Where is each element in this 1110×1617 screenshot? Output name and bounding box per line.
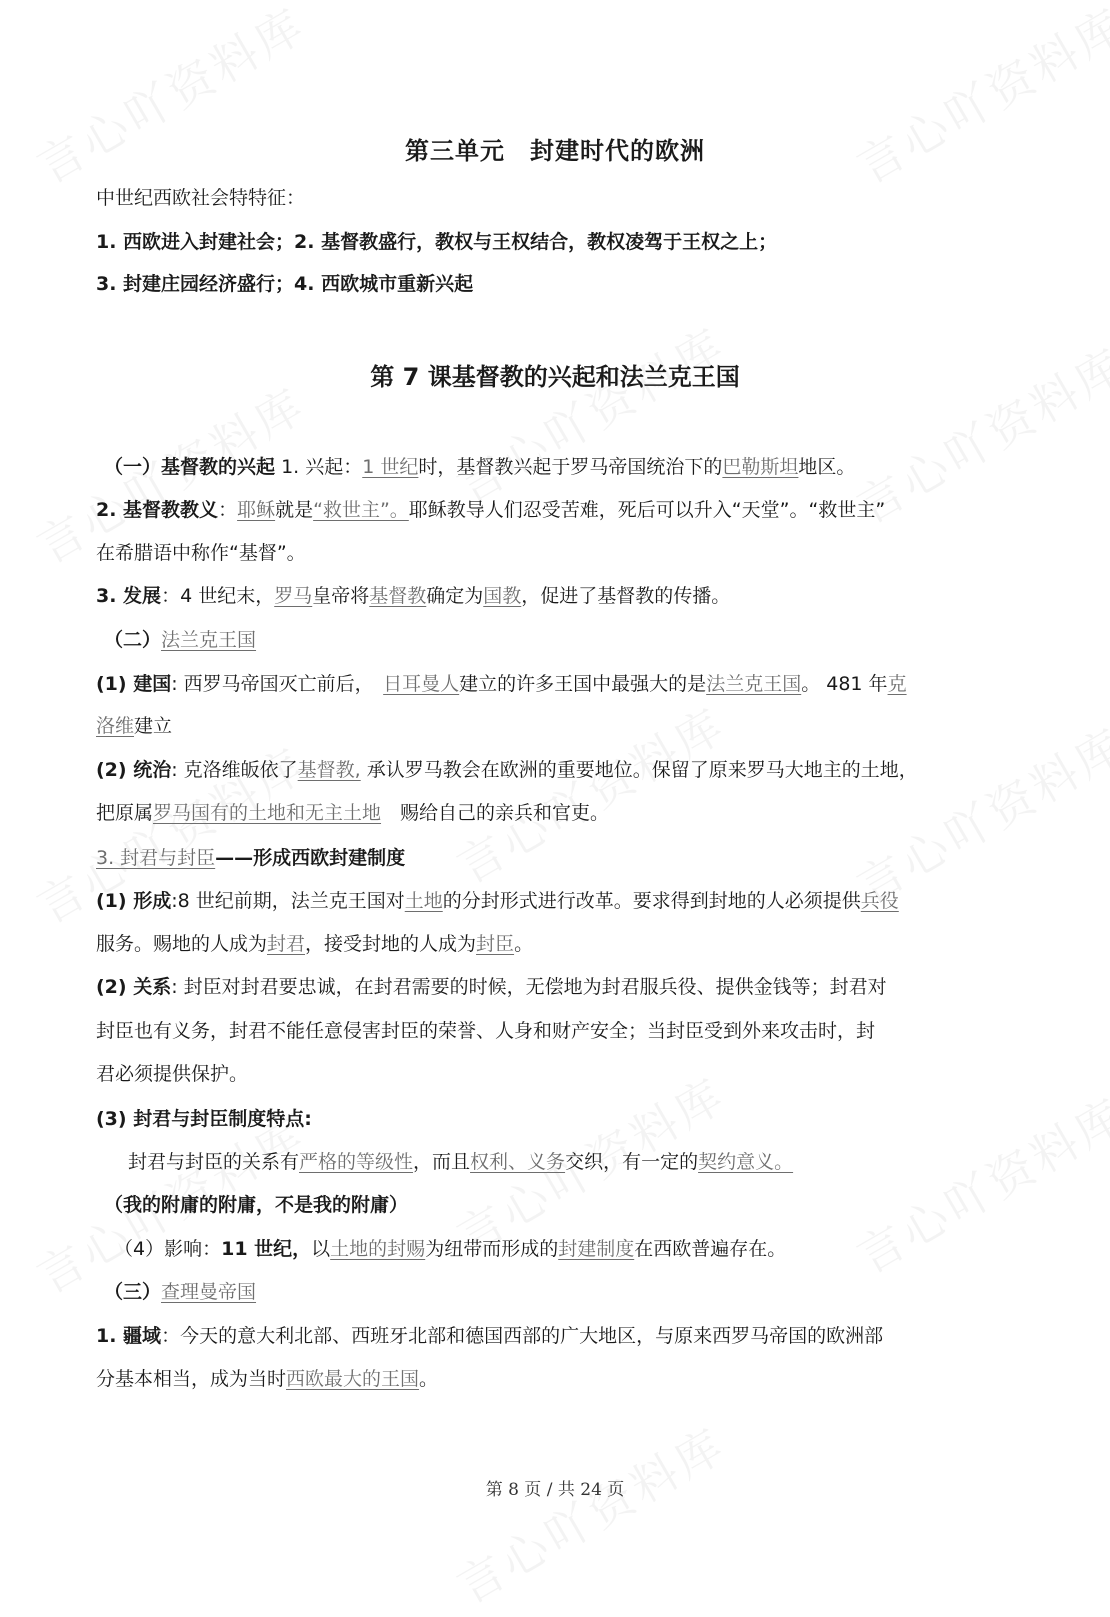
underlined-term: 查理曼帝国 bbox=[161, 1281, 257, 1303]
section-charlemagne-empire bbox=[104, 1277, 1014, 1307]
section-frankish-kingdom bbox=[104, 625, 1014, 655]
text: ： bbox=[218, 499, 238, 521]
rule bbox=[96, 755, 1014, 785]
text: 分基本相当，成为当时 bbox=[96, 1368, 287, 1390]
text: 服务。赐地的人成为 bbox=[96, 933, 268, 955]
underlined-term: 严格的等级性 bbox=[299, 1151, 414, 1173]
text: 。 481 年 bbox=[801, 673, 888, 695]
features-line-1: 1. 西欧进入封建社会；2. 基督教盛行，教权与王权结合，教权凌驾于王权之上； bbox=[96, 231, 778, 253]
territory bbox=[96, 1321, 1014, 1351]
underlined-term: 权利、义务 bbox=[470, 1151, 566, 1173]
features-heading: 中世纪西欧社会特特征： bbox=[96, 187, 306, 209]
text: 耶稣教导人们忍受苦难，死后可以升入“天堂”。“救世主” bbox=[408, 499, 886, 521]
influence bbox=[114, 1234, 1014, 1264]
underlined-term: 国教 bbox=[483, 585, 522, 607]
underlined-term: 契约意义。 bbox=[698, 1151, 794, 1173]
vassal-note: （我的附庸的附庸，不是我的附庸） bbox=[104, 1194, 409, 1216]
section-label: （一）基督教的兴起 bbox=[104, 456, 276, 478]
text: 承认罗马教会在欧洲的重要地位。保留了原来罗马大地主的土地， bbox=[360, 759, 918, 781]
underlined-term: 土地 bbox=[404, 890, 443, 912]
text: 建立的许多王国中最强大的是 bbox=[459, 673, 707, 695]
text: 11 世纪， bbox=[221, 1238, 312, 1260]
underlined-term: 日耳曼人 bbox=[383, 673, 460, 695]
text: ：4 世纪末， bbox=[161, 585, 275, 607]
text: 时，基督教兴起于罗马帝国统治下的 bbox=[418, 456, 723, 478]
lords-and-vassals-heading bbox=[96, 843, 1014, 873]
item-label: (2) 统治 bbox=[96, 759, 172, 781]
text: 。 bbox=[419, 1368, 439, 1390]
item-label: 2. 基督教教义 bbox=[96, 499, 219, 521]
item-label: (1) 形成 bbox=[96, 890, 172, 912]
text: 皇帝将 bbox=[312, 585, 370, 607]
section-label: （二） bbox=[104, 629, 162, 651]
underlined-term: 基督教 bbox=[369, 585, 427, 607]
text: : 西罗马帝国灭亡前后， bbox=[171, 673, 384, 695]
text: ——形成西欧封建制度 bbox=[215, 847, 406, 869]
item-label: (1) 建国 bbox=[96, 673, 172, 695]
formation bbox=[96, 886, 1014, 916]
rule-line-2 bbox=[96, 798, 1014, 828]
underlined-term: 克 bbox=[887, 673, 907, 695]
text: 赐给自己的亲兵和官吏。 bbox=[381, 802, 610, 824]
relationship-line-2: 封臣也有义务，封君不能任意侵害封臣的荣誉、人身和财产安全；当封臣受到外来攻击时，封 bbox=[96, 1020, 876, 1042]
underlined-term: 西欧最大的王国 bbox=[286, 1368, 420, 1390]
underlined-term: 兵役 bbox=[860, 890, 899, 912]
item-label: 3. 发展 bbox=[96, 585, 162, 607]
underlined-term: 洛维 bbox=[96, 715, 135, 737]
underlined-term: 1 世纪 bbox=[362, 456, 419, 478]
text: ，促进了基督教的传播。 bbox=[521, 585, 731, 607]
features-heading-vassal: (3) 封君与封臣制度特点: bbox=[96, 1108, 312, 1130]
text: :8 世纪前期，法兰克王国对 bbox=[171, 890, 405, 912]
text: ：今天的意大利北部、西班牙北部和德国西部的广大地区，与原来西罗马帝国的欧洲部 bbox=[161, 1325, 884, 1347]
text: 封君与封臣的关系有 bbox=[128, 1151, 300, 1173]
text: 以 bbox=[311, 1238, 331, 1260]
underlined-term: 法兰克王国 bbox=[161, 629, 257, 651]
christianity-development bbox=[96, 581, 1014, 611]
christian-doctrine bbox=[96, 495, 1014, 525]
underlined-term: 3. 封君与封臣 bbox=[96, 847, 216, 869]
underlined-term: 罗马 bbox=[274, 585, 313, 607]
relationship-line-3: 君必须提供保护。 bbox=[96, 1063, 249, 1085]
rise-of-christianity bbox=[104, 452, 1014, 482]
text: ，而且 bbox=[413, 1151, 471, 1173]
text: 交织，有一定的 bbox=[565, 1151, 699, 1173]
item-label: (2) 关系 bbox=[96, 976, 172, 998]
text: 的分封形式进行改革。要求得到封地的人必须提供 bbox=[442, 890, 861, 912]
text: 1. 兴起： bbox=[281, 456, 363, 478]
territory-line-2 bbox=[96, 1364, 1014, 1394]
text: ，接受封地的人成为 bbox=[305, 933, 477, 955]
unit-title: 第三单元 封建时代的欧洲 bbox=[405, 137, 705, 165]
text: （4）影响： bbox=[114, 1238, 222, 1260]
underlined-term: 土地的封赐 bbox=[330, 1238, 426, 1260]
vassal-features bbox=[128, 1147, 1014, 1177]
section-label: （三） bbox=[104, 1281, 162, 1303]
text: 。 bbox=[514, 933, 534, 955]
text: 建立 bbox=[134, 715, 173, 737]
text: 就是 bbox=[275, 499, 314, 521]
text: 把原属 bbox=[96, 802, 154, 824]
formation-line-2 bbox=[96, 929, 1014, 959]
founding-line-2 bbox=[96, 711, 1014, 741]
founding bbox=[96, 669, 1014, 699]
item-label: 1. 疆域 bbox=[96, 1325, 162, 1347]
underlined-term: 基督教, bbox=[297, 759, 361, 781]
text: : 克洛维皈依了 bbox=[171, 759, 298, 781]
text: 地区。 bbox=[798, 456, 856, 478]
underlined-term: 罗马国有的土地和无主土地 bbox=[153, 802, 382, 824]
underlined-term: “救世主”。 bbox=[313, 499, 409, 521]
underlined-term: 封建制度 bbox=[558, 1238, 635, 1260]
text: 确定为 bbox=[426, 585, 484, 607]
text: : 封臣对封君要忠诚，在封君需要的时候，无偿地为封君服兵役、提供金钱等；封君对 bbox=[171, 976, 887, 998]
features-line-2: 3. 封建庄园经济盛行；4. 西欧城市重新兴起 bbox=[96, 273, 474, 295]
underlined-term: 封君 bbox=[267, 933, 306, 955]
underlined-term: 封臣 bbox=[476, 933, 515, 955]
relationship bbox=[96, 972, 1014, 1002]
text: 在西欧普遍存在。 bbox=[634, 1238, 787, 1260]
page-number: 第 8 页 / 共 24 页 bbox=[485, 1480, 625, 1500]
underlined-term: 巴勒斯坦 bbox=[722, 456, 799, 478]
text: 为纽带而形成的 bbox=[425, 1238, 559, 1260]
christian-doctrine-line-2: 在希腊语中称作“基督”。 bbox=[96, 542, 306, 564]
lesson-title: 第 7 课基督教的兴起和法兰克王国 bbox=[370, 363, 740, 391]
underlined-term: 耶稣 bbox=[237, 499, 276, 521]
underlined-term: 法兰克王国 bbox=[706, 673, 802, 695]
